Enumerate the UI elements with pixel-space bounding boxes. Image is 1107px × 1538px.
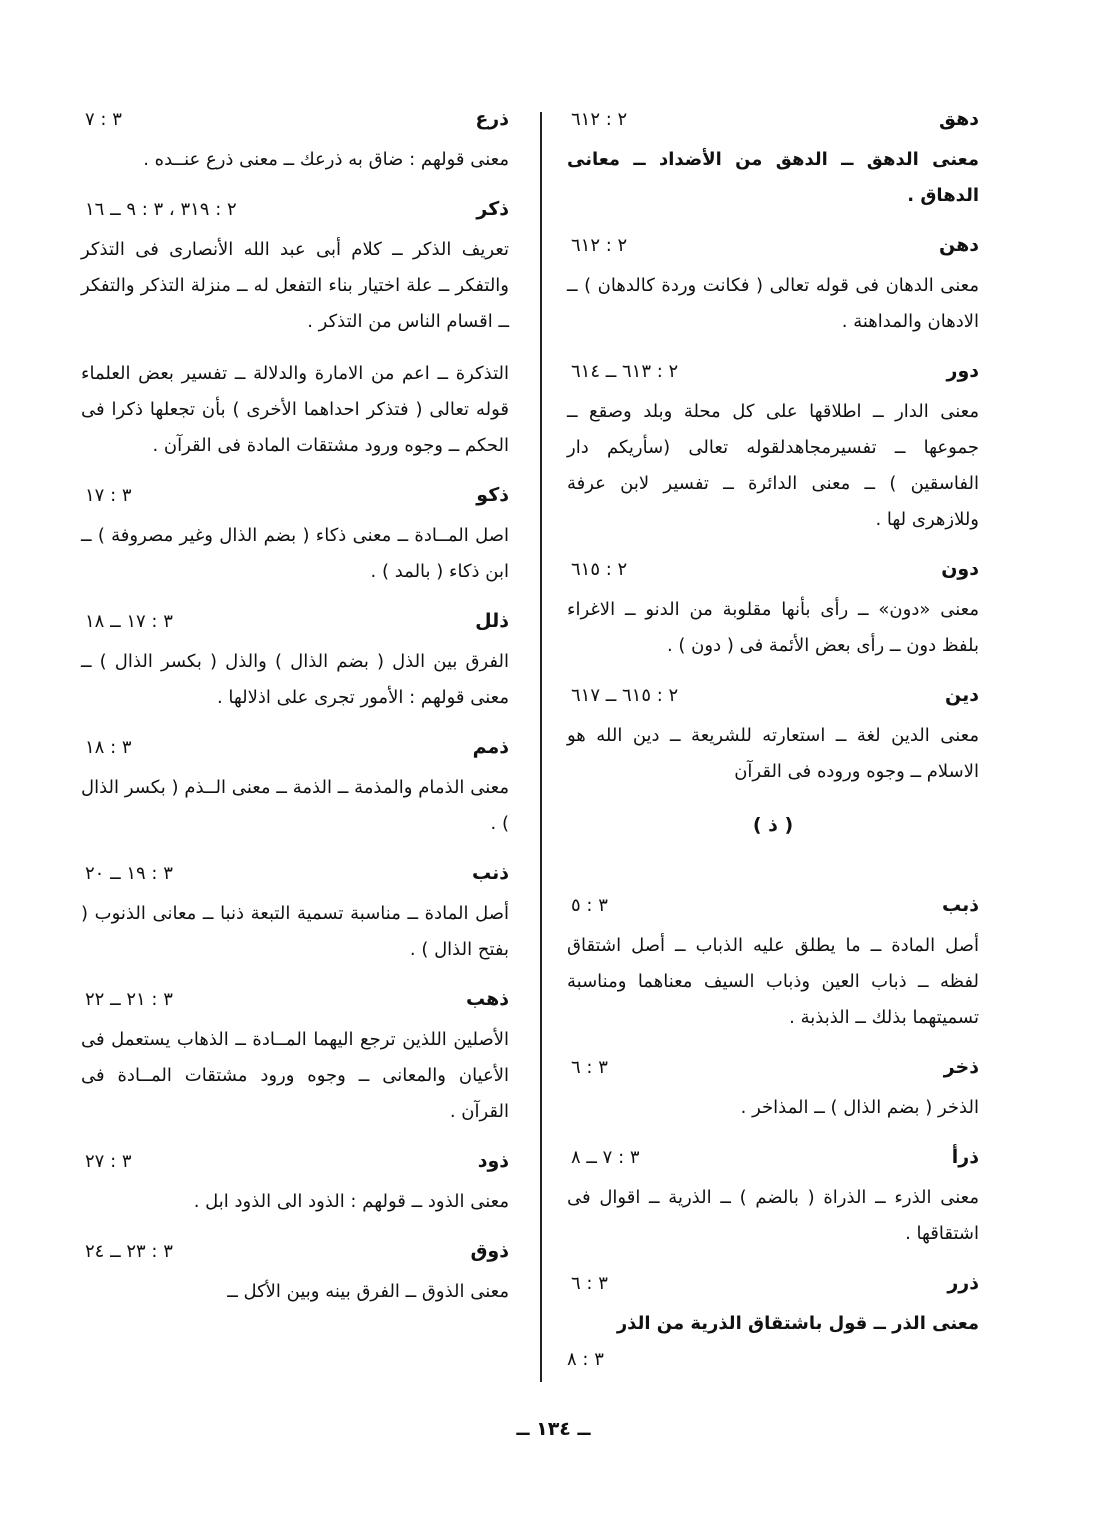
entry-word: ذلل [475, 610, 509, 632]
entry-ref: ٢ : ٦١٢ [571, 109, 628, 130]
entry-dhakhar [567, 1056, 979, 1126]
entry-text: اصل المــادة ــ معنى ذكاء ( بضم الذال وغير مصروفة ) ــ ابن ذكاء ( بالمد ) . [81, 525, 509, 582]
entry-dahaq [567, 108, 979, 214]
entry-word: دهن [938, 234, 979, 256]
entry-dharar [567, 1272, 979, 1378]
entry-word: دين [945, 684, 979, 706]
page-number: ــ ١٣٤ ــ [516, 1418, 591, 1440]
entry-text: أصل المادة ــ مناسبة تسمية التبعة ذنبا ــ معانى الذنوب ( بفتح الذال ) . [81, 903, 509, 960]
entry-ref: ٣ : ٢١ ــ ٢٢ [85, 989, 173, 1010]
entry-ref: ٢ : ٦١٥ [571, 559, 628, 580]
entry-text: الفرق بين الذل ( بضم الذال ) والذل ( بكسر الذال ) ــ معنى قولهم : الأمور تجرى على اذلالها . [81, 651, 509, 708]
entry-word: ذكر [476, 198, 509, 220]
column-divider [540, 112, 542, 1382]
entry-word: ذهب [465, 988, 509, 1010]
entry-text: معنى الدار ــ اطلاقها على كل محلة وبلد وصقع ــ جموعها ــ تفسيرمجاهدلقوله تعالى (سأريكم دار الفاسقين ) ــ معنى الدائرة ــ تفسير لابن عرفة وللازهرى لها . [567, 401, 979, 530]
entry-ref-secondary: ٣ : ٨ [567, 1349, 604, 1370]
entry-ref: ٣ : ٦ [571, 1273, 608, 1294]
entry-ref: ٢ : ٦١٢ [571, 235, 628, 256]
entry-ref: ٣ : ٢٣ ــ ٢٤ [85, 1241, 173, 1262]
entry-din [567, 684, 979, 790]
entry-ref: ٣ : ١٩ ــ ٢٠ [85, 863, 173, 884]
entry-dhawd [81, 1150, 509, 1220]
entry-ref: ٣ : ٢٧ [85, 1151, 132, 1172]
entry-ref: ٣ : ٧ [85, 109, 122, 130]
left-column [81, 108, 509, 1330]
entry-text: الذخر ( بضم الذال ) ــ المذاخر . [740, 1097, 979, 1118]
entry-text: معنى «دون» ــ رأى بأنها مقلوبة من الدنو ــ الاغراء بلفظ دون ــ رأى بعض الأئمة فى ( دون ) . [567, 599, 979, 656]
entry-text: أصل المادة ــ ما يطلق عليه الذباب ــ أصل اشتقاق لفظه ــ ذباب العين وذباب السيف معناهما ومناسبة تسميتهما بذلك ــ الذبذبة . [567, 935, 979, 1028]
entry-ref: ٣ : ٦ [571, 1057, 608, 1078]
entry-text: الأصلين اللذين ترجع اليهما المــادة ــ الذهاب يستعمل فى الأعيان والمعانى ــ وجوه ورود مشتقات المــادة فى القرآن . [81, 1029, 509, 1122]
entry-dhaku [81, 484, 509, 590]
entry-text-continued: التذكرة ــ اعم من الامارة والدلالة ــ تفسير بعض العلماء قوله تعالى ( فتذكر احداهما الأخرى ) بأن تجعلها ذكرا فى الحكم ــ وجوه ورود مشتقات المادة فى القرآن . [81, 363, 509, 456]
entry-ref: ٣ : ١٨ [85, 737, 132, 758]
entry-dhawq [81, 1240, 509, 1310]
entry-word: ذرأ [951, 1146, 979, 1168]
entry-word: ذوق [470, 1240, 509, 1262]
entry-word: ذخر [943, 1056, 979, 1078]
entry-text: معنى الدين لغة ــ استعارته للشريعة ــ دين الله هو الاسلام ــ وجوه وروده فى القرآن [567, 725, 979, 782]
entry-dhara-a [81, 108, 509, 178]
section-title: ( ذ ) [752, 814, 794, 836]
entry-ref: ٢ : ٦١٣ ــ ٦١٤ [571, 361, 679, 382]
entry-dawr [567, 360, 979, 538]
entry-dhahab [81, 988, 509, 1130]
entry-word: دون [941, 558, 979, 580]
right-column [567, 108, 979, 1398]
entry-text: معنى قولهم : ضاق به ذرعك ــ معنى ذرع عنــده . [143, 149, 509, 170]
entry-word: دور [946, 360, 979, 382]
entry-ref: ٣ : ١٧ ــ ١٨ [85, 611, 173, 632]
entry-ref: ٣ : ٧ ــ ٨ [571, 1147, 640, 1168]
entry-dhabab [567, 894, 979, 1036]
entry-text: معنى الذوق ــ الفرق بينه وبين الأكل ــ [227, 1281, 509, 1302]
entry-text: معنى الذرء ــ الذراة ( بالضم ) ــ الذرية ــ اقوال فى اشتقاقها . [567, 1187, 979, 1244]
entry-ref: ٢ : ٦١٥ ــ ٦١٧ [571, 685, 679, 706]
entry-word: ذمم [472, 736, 509, 758]
entry-ref: ٢ : ٣١٩ ، ٣ : ٩ ــ ١٦ [85, 199, 237, 220]
entry-dhikr [81, 198, 509, 464]
entry-dhamam [81, 736, 509, 842]
entry-word: ذكو [476, 484, 509, 506]
entry-dun [567, 558, 979, 664]
entry-text: معنى الدهق ــ الدهق من الأضداد ــ معانى الدهاق . [567, 149, 979, 206]
entry-ref: ٣ : ٥ [571, 895, 608, 916]
entry-dhanab [81, 862, 509, 968]
entry-dahan [567, 234, 979, 340]
entry-dhara [567, 1146, 979, 1252]
entry-text: تعريف الذكر ــ كلام أبى عبد الله الأنصارى فى التذكر والتفكر ــ علة اختيار بناء التفعل له ــ منزلة التذكر والتفكر ــ اقسام الناس من التذكر . [81, 239, 509, 332]
entry-word: دهق [938, 108, 979, 130]
entry-text: معنى الذر ــ قول باشتقاق الذرية من الذر [616, 1313, 979, 1334]
entry-dhalal [81, 610, 509, 716]
entry-ref: ٣ : ١٧ [85, 485, 132, 506]
entry-text: معنى الذمام والمذمة ــ الذمة ــ معنى الــذم ( بكسر الذال ) . [81, 777, 509, 834]
entry-text: معنى الذود ــ قولهم : الذود الى الذود ابل . [193, 1191, 509, 1212]
entry-word: ذود [477, 1150, 509, 1172]
entry-text: معنى الدهان فى قوله تعالى ( فكانت وردة كالدهان ) ــ الادهان والمداهنة . [567, 275, 979, 332]
entry-word: ذرع [475, 108, 509, 130]
entry-word: ذبب [942, 894, 979, 916]
entry-word: ذرر [947, 1272, 979, 1294]
entry-word: ذنب [472, 862, 509, 884]
